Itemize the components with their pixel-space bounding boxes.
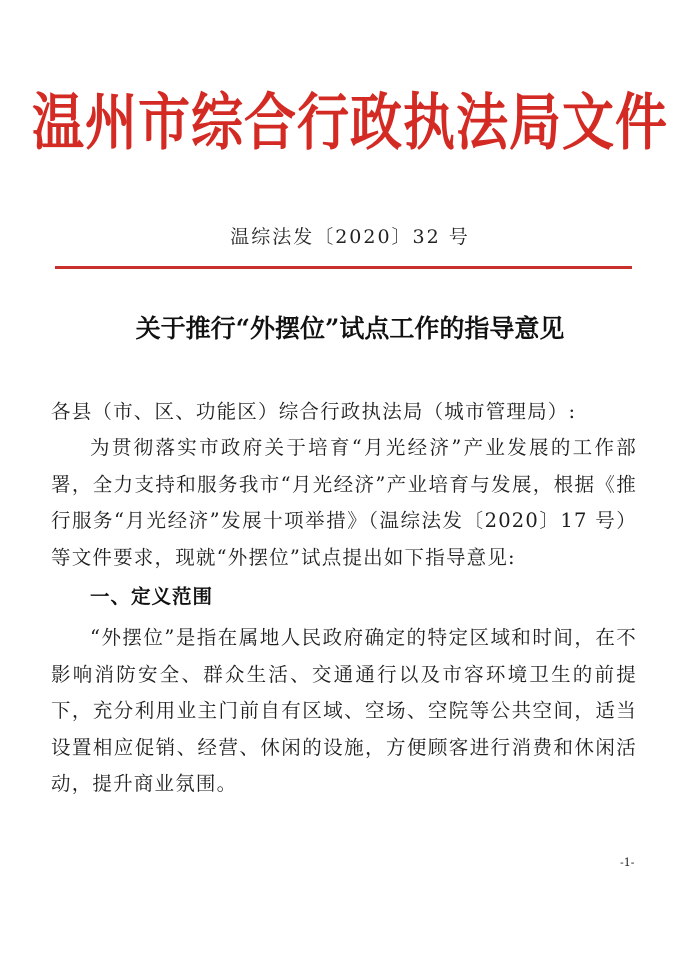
document-title: 关于推行“外摆位”试点工作的指导意见	[135, 314, 565, 343]
red-divider-line	[55, 266, 632, 269]
issuer-header-title: 温州市综合行政执法局文件	[31, 86, 668, 159]
section-heading-definition: 一、定义范围	[90, 585, 214, 608]
document-number: 温综法发〔2020〕32 号	[230, 226, 470, 248]
intro-paragraph: 为贯彻落实市政府关于培育“月光经济”产业发展的工作部署，全力支持和服务我市“月光经济”产业培育与发展，根据《推行服务“月光经济”发展十项举措》（温综法发〔2020〕17 号）等文件要求，现就“外摆位”试点提出如下指导意见:	[51, 436, 637, 569]
page-number: -1-	[620, 856, 635, 869]
section-paragraph-definition: “外摆位”是指在属地人民政府确定的特定区域和时间，在不影响消防安全、群众生活、交通通行以及市容环境卫生的前提下，充分利用业主门前自有区域、空场、空院等公共空间，适当设置相应促销、经营、休闲的设施，方便顾客进行消费和休闲活动，提升商业氛围。	[51, 626, 637, 795]
salutation: 各县（市、区、功能区）综合行政执法局（城市管理局）:	[51, 400, 577, 423]
